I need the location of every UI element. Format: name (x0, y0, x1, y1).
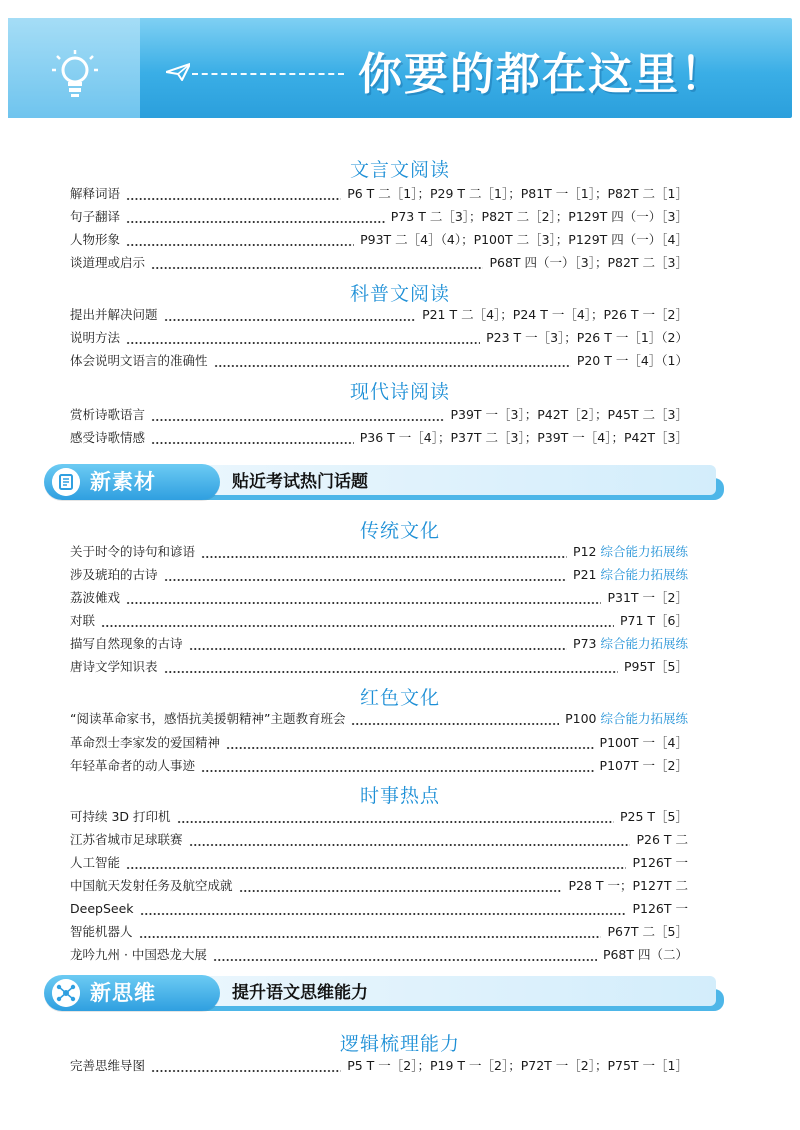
item-label: 唐诗文学知识表 (70, 659, 158, 674)
leader-dots (189, 634, 568, 654)
leader-dots (126, 328, 480, 348)
list-item (70, 328, 688, 348)
item-ref: P68T 四（二） (602, 947, 688, 962)
leader-dots (226, 733, 594, 753)
category-bar-material (40, 462, 718, 502)
item-label: 中国航天发射任务及航空成就 (70, 878, 233, 893)
item-ref: P31T 一［2］ (607, 590, 688, 605)
leader-dots (126, 207, 385, 227)
leader-dots (239, 876, 563, 896)
item-label: 荔波傩戏 (70, 590, 121, 605)
item-ref: P93T 二［4］（4）；P100T 二［3］；P129T 四（一）［4］ (360, 232, 688, 247)
leader-dots (164, 657, 618, 677)
item-label: 体会说明文语言的准确性 (70, 353, 208, 368)
item-ref: P95T［5］ (623, 659, 688, 674)
item-label: 人物形象 (70, 232, 121, 247)
item-ref: P73 T 二［3］；P82T 二［2］；P129T 四（一）［3］ (390, 209, 688, 224)
leader-dots (101, 611, 614, 631)
list-item (70, 899, 688, 919)
item-ref: P126T 一 (632, 855, 688, 870)
leader-dots (140, 899, 627, 919)
item-label: 完善思维导图 (70, 1058, 146, 1073)
document-icon (52, 468, 80, 496)
list-item (70, 565, 688, 585)
list-item (70, 634, 688, 654)
item-label: 智能机器人 (70, 924, 133, 939)
leader-dots (126, 853, 626, 873)
list-item (70, 305, 688, 325)
list-item (70, 807, 688, 827)
leader-dots (177, 807, 614, 827)
item-ref: P73 综合能力拓展练 (573, 636, 688, 651)
section-title: 现代诗阅读 (349, 381, 450, 403)
section-title: 科普文阅读 (349, 283, 450, 305)
list-item (70, 853, 688, 873)
list-item (70, 1056, 688, 1076)
item-ref: P6 T 二［1］；P29 T 二［1］；P81T 一［1］；P82T 二［1］ (347, 186, 688, 201)
leader-dots (126, 230, 354, 250)
item-ref: P23 T 一［3］；P26 T 一［1］（2） (486, 330, 688, 345)
item-ref: P67T 二［5］ (607, 924, 688, 939)
item-label: 句子翻译 (70, 209, 121, 224)
leader-dots (164, 305, 417, 325)
leader-dots (151, 428, 354, 448)
paper-plane-icon (166, 62, 190, 82)
leader-dots (126, 184, 341, 204)
item-label: 江苏省城市足球联赛 (70, 832, 183, 847)
item-label: 感受诗歌情感 (70, 430, 146, 445)
category-tagline: 提升语文思维能力 (232, 983, 368, 1003)
list-item (70, 945, 688, 965)
leader-dots (126, 588, 601, 608)
item-label: 关于时令的诗句和谚语 (70, 544, 196, 559)
list-item (70, 253, 688, 273)
leader-dots (189, 830, 631, 850)
item-ref: P25 T［5］ (619, 809, 688, 824)
list-item (70, 709, 688, 729)
item-label: 描写自然现象的古诗 (70, 636, 183, 651)
leader-dots (201, 542, 567, 562)
item-label: 赏析诗歌语言 (70, 407, 146, 422)
item-ref: P68T 四（一）［3］；P82T 二［3］ (489, 255, 688, 270)
item-ref: P21 T 二［4］；P24 T 一［4］；P26 T 一［2］ (422, 307, 688, 322)
page-title: 你要的都在这里！ (358, 49, 726, 100)
leader-dots (151, 1056, 341, 1076)
leader-dots (151, 405, 444, 425)
item-ref: P12 综合能力拓展练 (573, 544, 688, 559)
item-label: 解释词语 (70, 186, 121, 201)
item-ref: P39T 一［3］；P42T［2］；P45T 二［3］ (450, 407, 688, 422)
leader-dots (214, 351, 571, 371)
leader-dots (139, 922, 602, 942)
item-label: 龙吟九州 · 中国恐龙大展 (70, 947, 207, 962)
item-label: DeepSeek (70, 901, 134, 916)
list-item (70, 922, 688, 942)
list-item (70, 756, 688, 776)
leader-dots (151, 253, 483, 273)
item-label: 革命烈士李家发的爱国精神 (70, 735, 221, 750)
category-label: 新思维 (90, 981, 156, 1005)
list-item (70, 351, 688, 371)
item-ref: P20 T 一［4］（1） (576, 353, 688, 368)
category-bar-thinking (40, 973, 718, 1013)
section-title: 逻辑梳理能力 (339, 1033, 460, 1055)
banner-dashed-line (192, 73, 344, 75)
item-ref: P126T 一 (632, 901, 688, 916)
list-item (70, 184, 688, 204)
list-item (70, 542, 688, 562)
list-item (70, 428, 688, 448)
section-title: 时事热点 (359, 785, 440, 807)
item-label: 谈道理或启示 (70, 255, 146, 270)
item-label: 提出并解决问题 (70, 307, 158, 322)
lightbulb-icon (52, 50, 98, 102)
list-item (70, 611, 688, 631)
section-title: 传统文化 (359, 520, 440, 542)
item-label: 年轻革命者的动人事迹 (70, 758, 196, 773)
section-title: 红色文化 (359, 687, 440, 709)
list-item (70, 876, 688, 896)
list-item (70, 657, 688, 677)
item-label: 对联 (70, 613, 96, 628)
list-item (70, 230, 688, 250)
item-label: 涉及琥珀的古诗 (70, 567, 158, 582)
item-ref: P21 综合能力拓展练 (573, 567, 688, 582)
leader-dots (164, 565, 568, 585)
item-label: 人工智能 (70, 855, 121, 870)
item-ref: P100T 一［4］ (599, 735, 688, 750)
item-ref: P107T 一［2］ (599, 758, 688, 773)
leader-dots (213, 945, 597, 965)
item-ref: P36 T 一［4］；P37T 二［3］；P39T 一［4］；P42T［3］ (359, 430, 688, 445)
leader-dots (201, 756, 594, 776)
item-ref: P100 综合能力拓展练 (565, 711, 688, 726)
item-ref: P71 T［6］ (619, 613, 688, 628)
network-icon (52, 979, 80, 1007)
item-label: “阅读革命家书，感悟抗美援朝精神”主题教育班会 (70, 711, 346, 726)
item-ref: P26 T 二 (636, 832, 688, 847)
leader-dots (351, 709, 559, 729)
item-ref: P5 T 一［2］；P19 T 一［2］；P72T 一［2］；P75T 一［1］ (347, 1058, 688, 1073)
category-label: 新素材 (90, 470, 156, 494)
list-item (70, 830, 688, 850)
item-ref: P28 T 一；P127T 二 (568, 878, 688, 893)
item-label: 可持续 3D 打印机 (70, 809, 171, 824)
list-item (70, 405, 688, 425)
section-title: 文言文阅读 (349, 159, 450, 181)
list-item (70, 733, 688, 753)
category-tagline: 贴近考试热门话题 (232, 472, 368, 492)
item-label: 说明方法 (70, 330, 121, 345)
list-item (70, 588, 688, 608)
list-item (70, 207, 688, 227)
